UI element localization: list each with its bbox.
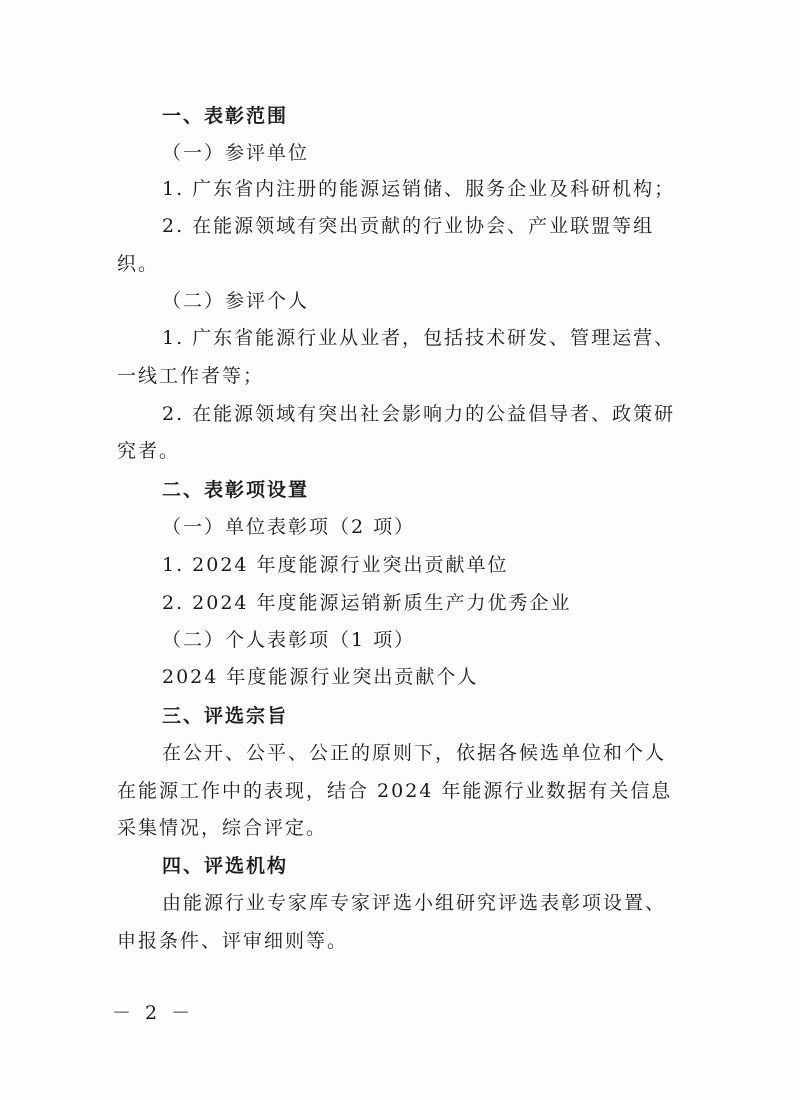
section-3-heading: 三、评选宗旨: [162, 705, 289, 727]
section-2-subheading-individual-awards: （二）个人表彰项（1 项）: [162, 629, 416, 651]
section-1-individual-item-2: 2. 在能源领域有突出社会影响力的公益倡导者、政策研: [162, 403, 676, 425]
section-3-paragraph-line-1: 在公开、公平、公正的原则下，依据各候选单位和个人: [162, 742, 667, 764]
section-4-heading: 四、评选机构: [162, 855, 289, 877]
section-2-award-item-2: 2. 2024 年度能源运销新质生产力优秀企业: [162, 592, 572, 614]
page-number: － 2 －: [112, 1002, 195, 1024]
section-3-paragraph-line-2: 在能源工作中的表现，结合 2024 年能源行业数据有关信息: [117, 780, 673, 802]
section-1-subheading-units: （一）参评单位: [162, 142, 310, 164]
section-1-unit-item-2: 2. 在能源领域有突出贡献的行业协会、产业联盟等组: [162, 215, 655, 237]
section-2-award-item-3: 2024 年度能源行业突出贡献个人: [162, 666, 479, 688]
section-1-individual-item-1: 1. 广东省能源行业从业者，包括技术研发、管理运营、: [162, 327, 676, 349]
section-4-paragraph-line-1: 由能源行业专家库专家评选小组研究评选表彰项设置、: [162, 892, 667, 914]
section-1-individual-item-1-cont: 一线工作者等；: [117, 365, 265, 387]
section-1-unit-item-2-cont: 织。: [117, 253, 160, 275]
section-1-individual-item-2-cont: 究者。: [117, 440, 181, 462]
section-2-heading: 二、表彰项设置: [162, 479, 310, 501]
section-1-heading: 一、表彰范围: [162, 105, 289, 127]
section-1-subheading-individuals: （二）参评个人: [162, 290, 310, 312]
section-2-subheading-unit-awards: （一）单位表彰项（2 项）: [162, 516, 416, 538]
section-3-paragraph-line-3: 采集情况，综合评定。: [117, 817, 328, 839]
section-4-paragraph-line-2: 申报条件、评审细则等。: [117, 930, 349, 952]
section-1-unit-item-1: 1. 广东省内注册的能源运销储、服务企业及科研机构；: [162, 178, 676, 200]
section-2-award-item-1: 1. 2024 年度能源行业突出贡献单位: [162, 554, 509, 576]
